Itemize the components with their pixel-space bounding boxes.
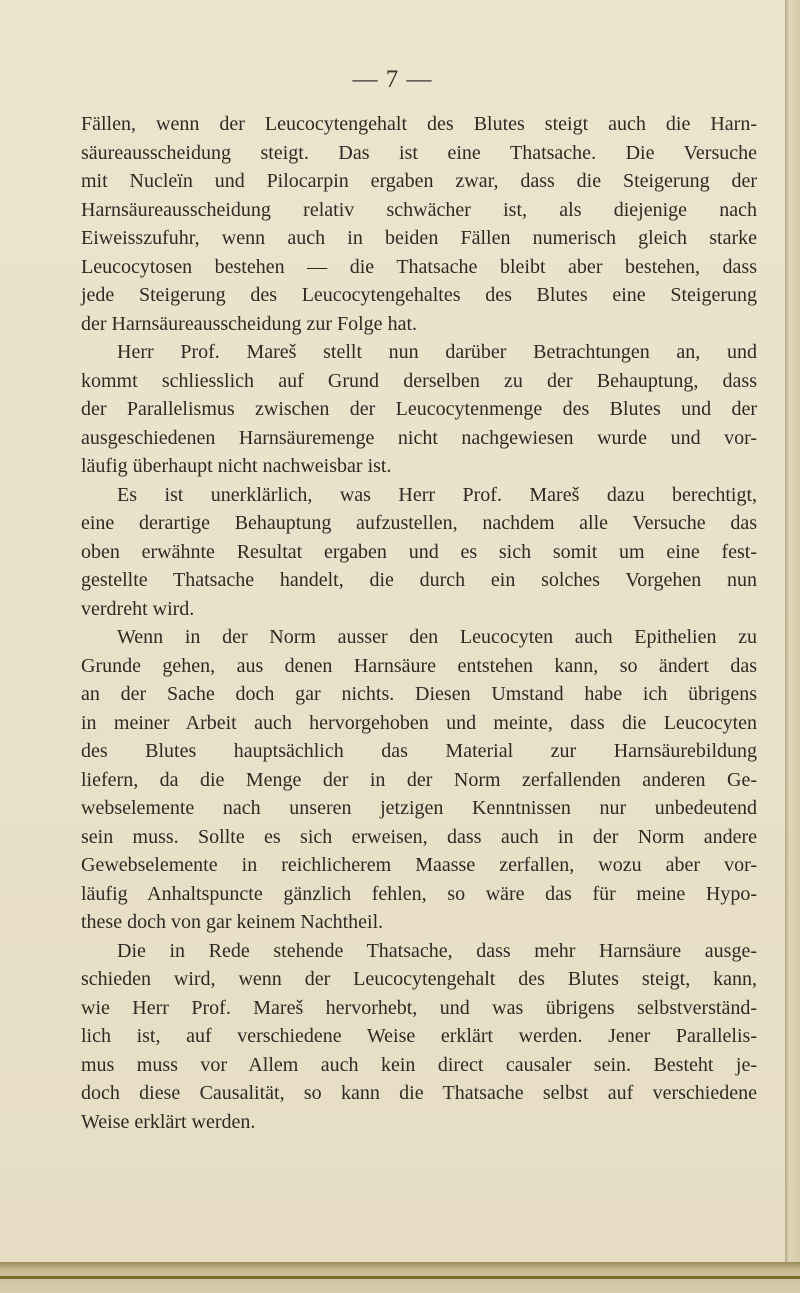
text-line: sein muss. Sollte es sich erweisen, dass auch in der Norm andere xyxy=(81,825,757,848)
text-line: läufig Anhaltspuncte gänzlich fehlen, so wäre das für meine Hypo- xyxy=(81,882,757,905)
text-line: these doch von gar keinem Nachtheil. xyxy=(81,911,384,933)
text-line: in meiner Arbeit auch hervorgehoben und meinte, dass die Leucocyten xyxy=(81,711,757,734)
text-line: doch diese Causalität, so kann die Thatsache selbst auf verschiedene xyxy=(81,1082,757,1104)
text-line: ausgeschiedenen Harnsäuremenge nicht nachgewiesen wurde und vor- xyxy=(81,426,757,449)
text-line: Weise erklärt werden. xyxy=(81,1110,256,1133)
text-line: liefern, da die Menge der in der Norm zerfallenden anderen Ge- xyxy=(81,768,757,791)
text-line: Gewebselemente in reichlicherem Maasse zerfallen, wozu aber vor- xyxy=(81,854,757,876)
body-text xyxy=(81,110,757,1136)
text-line: Eiweisszufuhr, wenn auch in beiden Fällen numerisch gleich starke xyxy=(81,227,757,249)
text-line: Wenn in der Norm ausser den Leucocyten auch Epithelien zu xyxy=(117,626,757,648)
page-number: — 7 — xyxy=(352,66,433,93)
text-line: jede Steigerung des Leucocytengehaltes des Blutes eine Steigerung xyxy=(81,284,757,306)
text-line: Harnsäureausscheidung relativ schwächer ist, als diejenige nach xyxy=(81,198,757,221)
text-line: Herr Prof. Mareš stellt nun darüber Betrachtungen an, und xyxy=(117,341,757,363)
text-line: Die in Rede stehende Thatsache, dass mehr Harnsäure ausge- xyxy=(117,939,757,962)
bottom-rule xyxy=(0,1276,800,1279)
text-line: Leucocytosen bestehen — die Thatsache bleibt aber bestehen, dass xyxy=(81,255,757,278)
text-line: eine derartige Behauptung aufzustellen, nachdem alle Versuche das xyxy=(81,512,757,534)
text-line: webselemente nach unseren jetzigen Kenntnissen nur unbedeutend xyxy=(81,797,757,819)
text-line: mit Nucleïn und Pilocarpin ergaben zwar, dass die Steigerung der xyxy=(81,170,757,192)
text-line: Grunde gehen, aus denen Harnsäure entstehen kann, so ändert das xyxy=(81,654,757,677)
text-line: läufig überhaupt nicht nachweisbar ist. xyxy=(81,455,392,477)
text-line: gestellte Thatsache handelt, die durch ein solches Vorgehen nun xyxy=(81,569,757,591)
text-line: säureausscheidung steigt. Das ist eine Thatsache. Die Versuche xyxy=(81,141,757,164)
text-line: oben erwähnte Resultat ergaben und es sich somit um eine fest- xyxy=(81,540,757,563)
text-line: Fällen, wenn der Leucocytengehalt des Blutes steigt auch die Harn- xyxy=(81,113,757,135)
text-line: des Blutes hauptsächlich das Material zur Harnsäurebildung xyxy=(81,740,757,762)
text-line: wie Herr Prof. Mareš hervorhebt, und was übrigens selbstverständ- xyxy=(81,996,757,1019)
text-line: an der Sache doch gar nichts. Diesen Umstand habe ich übrigens xyxy=(81,683,757,705)
text-line: kommt schliesslich auf Grund derselben zu der Behauptung, dass xyxy=(81,369,757,392)
text-line: der Parallelismus zwischen der Leucocytenmenge des Blutes und der xyxy=(81,398,757,420)
text-line: mus muss vor Allem auch kein direct causaler sein. Besteht je- xyxy=(81,1053,757,1076)
text-line: schieden wird, wenn der Leucocytengehalt des Blutes steigt, kann, xyxy=(81,968,757,990)
text-line: lich ist, auf verschiedene Weise erklärt werden. Jener Parallelis- xyxy=(81,1025,757,1047)
text-line: Es ist unerklärlich, was Herr Prof. Mareš dazu berechtigt, xyxy=(117,483,757,506)
page-edge-right xyxy=(785,0,800,1293)
text-line: verdreht wird. xyxy=(81,597,195,620)
text-line: der Harnsäureausscheidung zur Folge hat. xyxy=(81,312,417,335)
